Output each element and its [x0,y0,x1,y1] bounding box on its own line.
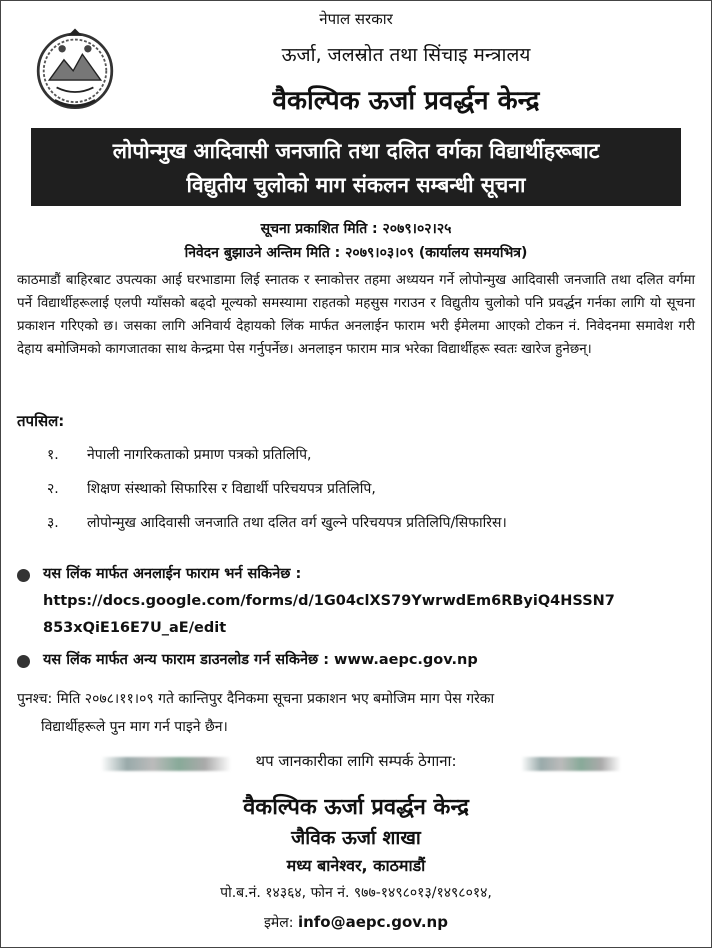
note-line-2: विद्यार्थीहरूले पुन माग गर्न पाइने छैन। [41,719,228,735]
list-item-text: लोपोन्मुख आदिवासी जनजाति तथा दलित वर्ग खुल्ने परिचयपत्र प्रतिलिपि/सिफारिस। [87,515,507,531]
email-address[interactable]: info@aepc.gov.np [297,913,448,931]
ministry-title: ऊर्जा, जलस्रोत तथा सिंचाइ मन्त्रालय [281,44,531,66]
list-item [17,513,695,547]
organization-title: वैकल्पिक ऊर्जा प्रवर्द्धन केन्द्र [272,86,540,116]
note-line-1: पुनश्च: मिति २०७८।११।०९ गते कान्तिपुर दैनिकमा सूचना प्रकाशन भए बमोजिम माग पेस गरेका [17,691,495,707]
bullet-icon [17,655,30,668]
bullet-icon [17,569,30,582]
published-date: सूचना प्रकाशित मिति : २०७९।०२।२५ [260,221,452,237]
list-item-text: नेपाली नागरिकताको प्रमाण पत्रको प्रतिलिपि, [87,447,312,463]
postscript-note [17,685,695,741]
banner-line-1: लोपोन्मुख आदिवासी जनजाति तथा दलित वर्गका विद्यार्थीहरूबाट [112,139,600,163]
list-item-number: २. [47,481,59,497]
list-item [17,445,695,479]
government-title: नेपाल सरकार [319,10,393,28]
contact-email-row [1,913,711,932]
contact-phone: पो.ब.नं. १४३६४, फोन नं. ९७७-१४९८०१३/१४९८०१४, [220,885,492,901]
download-link-block [17,647,701,674]
form-link-block [17,561,701,642]
list-item-number: ३. [47,515,59,531]
notice-banner [31,128,681,206]
contact-heading-row [1,747,711,777]
list-item [17,479,695,513]
contact-address: मध्य बानेश्वर, काठमाडौं [286,856,426,875]
banner-line-2: विद्युतीय चुलोको माग संकलन सम्बन्धी सूचना [186,173,526,197]
document-list [17,445,695,547]
notice-body: काठमाडौं बाहिरबाट उपत्यका आई घरभाडामा लिई स्नातक र स्नाकोत्तर तहमा अध्ययन गर्ने लोपोन्मुख आदिवासी जनजाति तथा दलित वर्गमा पर्ने विद्यार्थीहरूलाई एलपी ग्याँसको बढ्दो मूल्यको समस्यामा राहतको महसुस गराउन र विद्युतीय चुलोको पनि प्रवर्द्धन गर्नका लागि यो सूचना प्रकाशन गरिएको छ। जसका लागि अनिवार्य देहायको लिंक मार्फत अनलाईन फाराम भरी ईमेलमा आएको टोकन नं. निवेदनमा समावेश गरी देहाय बमोजिमको कागजातका साथ केन्द्रमा पेस गर्नुपर्नेछ। अनलाइन फाराम मात्र भरेका विद्यार्थीहरू स्वतः खारेज हुनेछन्। [17,273,695,357]
download-link-text[interactable]: यस लिंक मार्फत अन्य फाराम डाउनलोड गर्न सकिनेछ : www.aepc.gov.np [43,652,478,668]
list-heading: तपसिल: [17,412,65,430]
list-item-number: १. [47,447,59,463]
contact-branch: जैविक ऊर्जा शाखा [291,827,421,849]
contact-title: थप जानकारीका लागि सम्पर्क ठेगाना: [255,752,457,770]
deadline-date: निवेदन बुझाउने अन्तिम मिति : २०७९।०३।०९ (कार्यालय समयभित्र) [184,245,528,261]
redacted-bar-right [521,757,621,771]
list-item-text: शिक्षण संस्थाको सिफारिस र विद्यार्थी परिचयपत्र प्रतिलिपि, [87,481,376,497]
form-url-line-2[interactable]: 853xQiE16E7U_aE/edit [43,620,227,636]
contact-organization: वैकल्पिक ऊर्जा प्रवर्द्धन केन्द्र [243,795,469,820]
email-label: इमेल: [264,915,294,931]
form-link-label: यस लिंक मार्फत अनलाईन फाराम भर्न सकिनेछ : [43,566,302,582]
form-url-line-1[interactable]: https://docs.google.com/forms/d/1G04clXS79YwrwdEm6RByiQ4HSSN7 [43,593,615,609]
